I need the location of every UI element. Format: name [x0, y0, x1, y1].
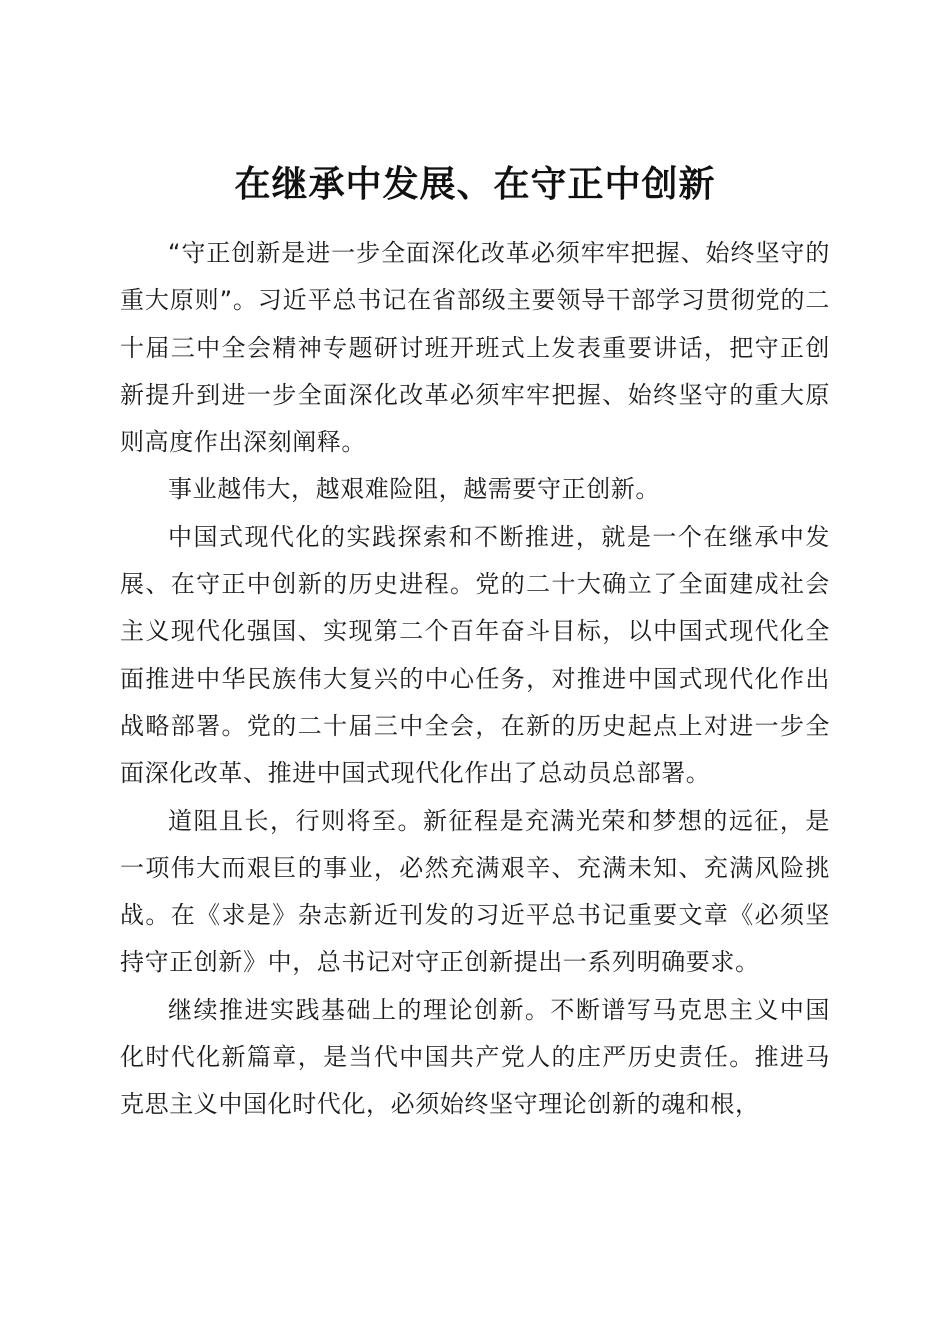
document-body [120, 230, 830, 1129]
paragraph: 道阻且长，行则将至。新征程是充满光荣和梦想的远征，是一项伟大而艰巨的事业，必然充满艰辛、充满未知、充满风险挑战。在《求是》杂志新近刊发的习近平总书记重要文章《必须坚持守正创新》中，总书记对守正创新提出一系列明确要求。 [120, 806, 830, 977]
paragraph: 事业越伟大，越艰难险阻，越需要守正创新。 [168, 475, 660, 504]
paragraph: 中国式现代化的实践探索和不断推进，就是一个在继承中发展、在守正中创新的历史进程。党的二十大确立了全面建成社会主义现代化强国、实现第二个百年奋斗目标，以中国式现代化全面推进中华民族伟大复兴的中心任务，对推进中国式现代化作出战略部署。党的二十届三中全会，在新的历史起点上对进一步全面深化改革、推进中国式现代化作出了总动员总部署。 [120, 522, 830, 788]
paragraph: “守正创新是进一步全面深化改革必须牢牢把握、始终坚守的重大原则”。习近平总书记在省部级主要领导干部学习贯彻党的二十届三中全会精神专题研讨班开班式上发表重要讲话，把守正创新提升到进一步全面深化改革必须牢牢把握、始终坚守的重大原则高度作出深刻阐释。 [120, 239, 830, 457]
document-title: 在继承中发展、在守正中创新 [234, 163, 716, 206]
paragraph: 继续推进实践基础上的理论创新。不断谱写马克思主义中国化时代化新篇章，是当代中国共产党人的庄严历史责任。推进马克思主义中国化时代化，必须始终坚守理论创新的魂和根， [120, 995, 830, 1119]
